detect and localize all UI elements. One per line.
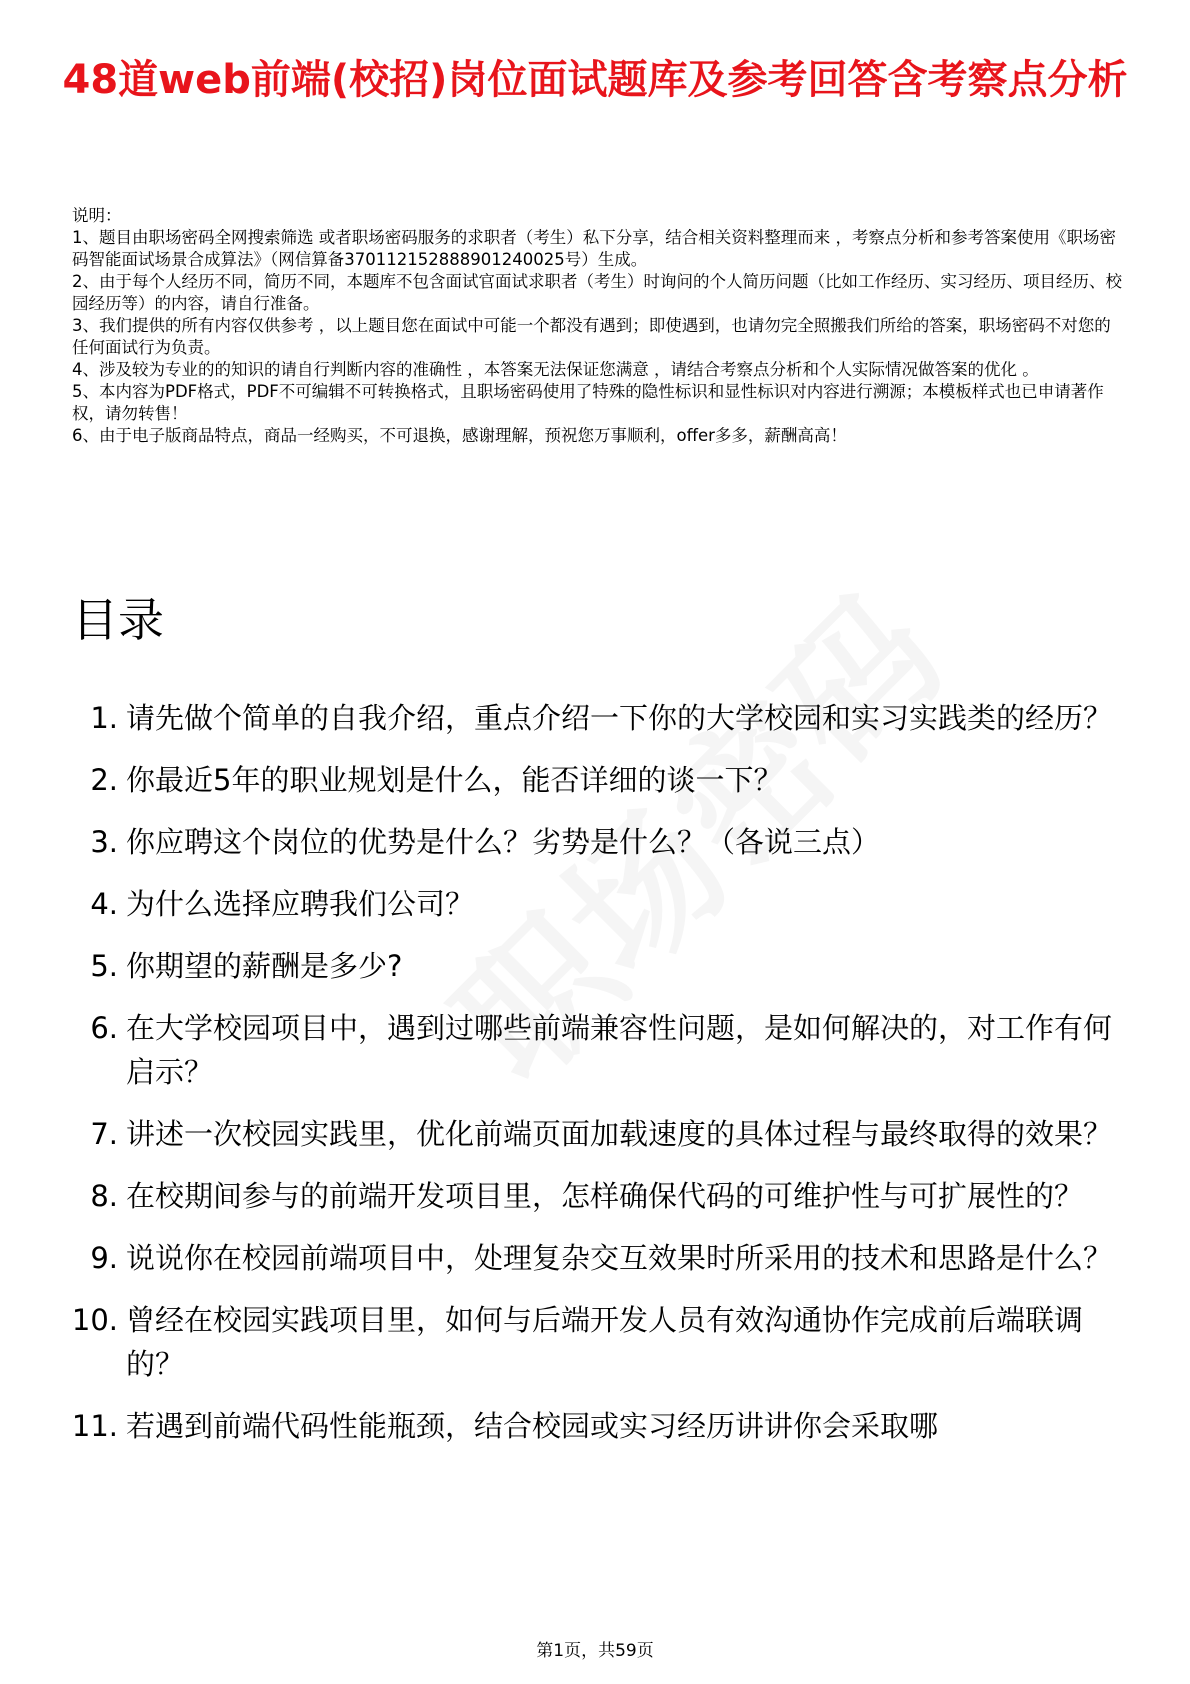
notes-item-2: 2、由于每个人经历不同，简历不同，本题库不包含面试官面试求职者（考生）时询问的个人简历问题（比如工作经历、实习经历、项目经历、校园经历等）的内容，请自行准备。 — [72, 272, 1122, 313]
toc-item-text: 说说你在校园前端项目中，处理复杂交互效果时所采用的技术和思路是什么？ — [126, 1241, 1113, 1275]
toc-item-text: 若遇到前端代码性能瓶颈，结合校园或实习经历讲讲你会采取哪 — [126, 1409, 939, 1443]
toc-item-number: 7. — [90, 1117, 118, 1151]
toc-item-number: 8. — [90, 1179, 118, 1213]
toc-title: 目录 — [72, 593, 164, 647]
notes-section — [72, 205, 1122, 447]
toc-item-number: 1. — [90, 701, 118, 735]
toc-item[interactable] — [72, 1404, 1132, 1448]
toc-item-text: 你期望的薪酬是多少? — [126, 949, 403, 983]
toc-item-number: 6. — [90, 1011, 118, 1045]
toc-item[interactable] — [72, 696, 1132, 740]
notes-item-1: 1、题目由职场密码全网搜索筛选 或者职场密码服务的求职者（考生）私下分享，结合相关资料整理而来 ，考察点分析和参考答案使用《职场密码智能面试场景合成算法》（网信算备370112152888901240025号）生成。 — [72, 228, 1116, 269]
toc-item[interactable] — [72, 1112, 1132, 1156]
toc-item-number: 9. — [90, 1241, 118, 1275]
toc-item[interactable] — [72, 944, 1132, 988]
toc-item[interactable] — [72, 1174, 1132, 1218]
toc-item-text: 讲述一次校园实践里，优化前端页面加载速度的具体过程与最终取得的效果？ — [126, 1117, 1113, 1151]
toc-item-text: 请先做个简单的自我介绍，重点介绍一下你的大学校园和实习实践类的经历？ — [126, 701, 1113, 735]
toc-item-text: 你最近5年的职业规划是什么，能否详细的谈一下？ — [126, 763, 783, 797]
toc-item-text: 曾经在校园实践项目里，如何与后端开发人员有效沟通协作完成前后端联调的？ — [126, 1303, 1084, 1381]
toc-item-number: 3. — [90, 825, 118, 859]
toc-item-text: 在大学校园项目中，遇到过哪些前端兼容性问题，是如何解决的，对工作有何启示？ — [126, 1011, 1113, 1089]
toc-item-number: 4. — [90, 887, 118, 921]
page-footer: 第1页，共59页 — [536, 1641, 654, 1661]
notes-item-5: 5、本内容为PDF格式，PDF不可编辑不可转换格式，且职场密码使用了特殊的隐性标识和显性标识对内容进行溯源；本模板样式也已申请著作权，请勿转售！ — [72, 382, 1104, 423]
toc-item[interactable] — [72, 758, 1132, 802]
toc-item-number: 11. — [71, 1409, 118, 1443]
toc-item-text: 在校期间参与的前端开发项目里，怎样确保代码的可维护性与可扩展性的？ — [126, 1179, 1084, 1213]
notes-item-4: 4、涉及较为专业的的知识的请自行判断内容的准确性 ，本答案无法保证您满意 ，请结合考察点分析和个人实际情况做答案的优化 。 — [72, 360, 1039, 379]
toc-item[interactable] — [72, 882, 1132, 926]
toc-list — [72, 696, 1132, 1466]
toc-item-text: 为什么选择应聘我们公司？ — [126, 887, 475, 921]
toc-item[interactable] — [72, 1236, 1132, 1280]
toc-item-number: 10. — [71, 1303, 118, 1337]
notes-item-6: 6、由于电子版商品特点，商品一经购买，不可退换，感谢理解，预祝您万事顺利，offer多多，薪酬高高！ — [72, 426, 847, 445]
toc-item-number: 2. — [90, 763, 118, 797]
toc-item-text: 你应聘这个岗位的优势是什么？劣势是什么？（各说三点） — [126, 825, 881, 859]
toc-item[interactable] — [72, 1298, 1132, 1386]
toc-item-number: 5. — [90, 949, 118, 983]
toc-item[interactable] — [72, 1006, 1132, 1094]
notes-item-3: 3、我们提供的所有内容仅供参考 ，以上题目您在面试中可能一个都没有遇到；即使遇到，也请勿完全照搬我们所给的答案，职场密码不对您的任何面试行为负责。 — [72, 316, 1111, 357]
toc-item[interactable] — [72, 820, 1132, 864]
notes-heading: 说明： — [72, 206, 122, 225]
document-title: 48道web前端(校招)岗位面试题库及参考回答含考察点分析 — [62, 57, 1128, 103]
